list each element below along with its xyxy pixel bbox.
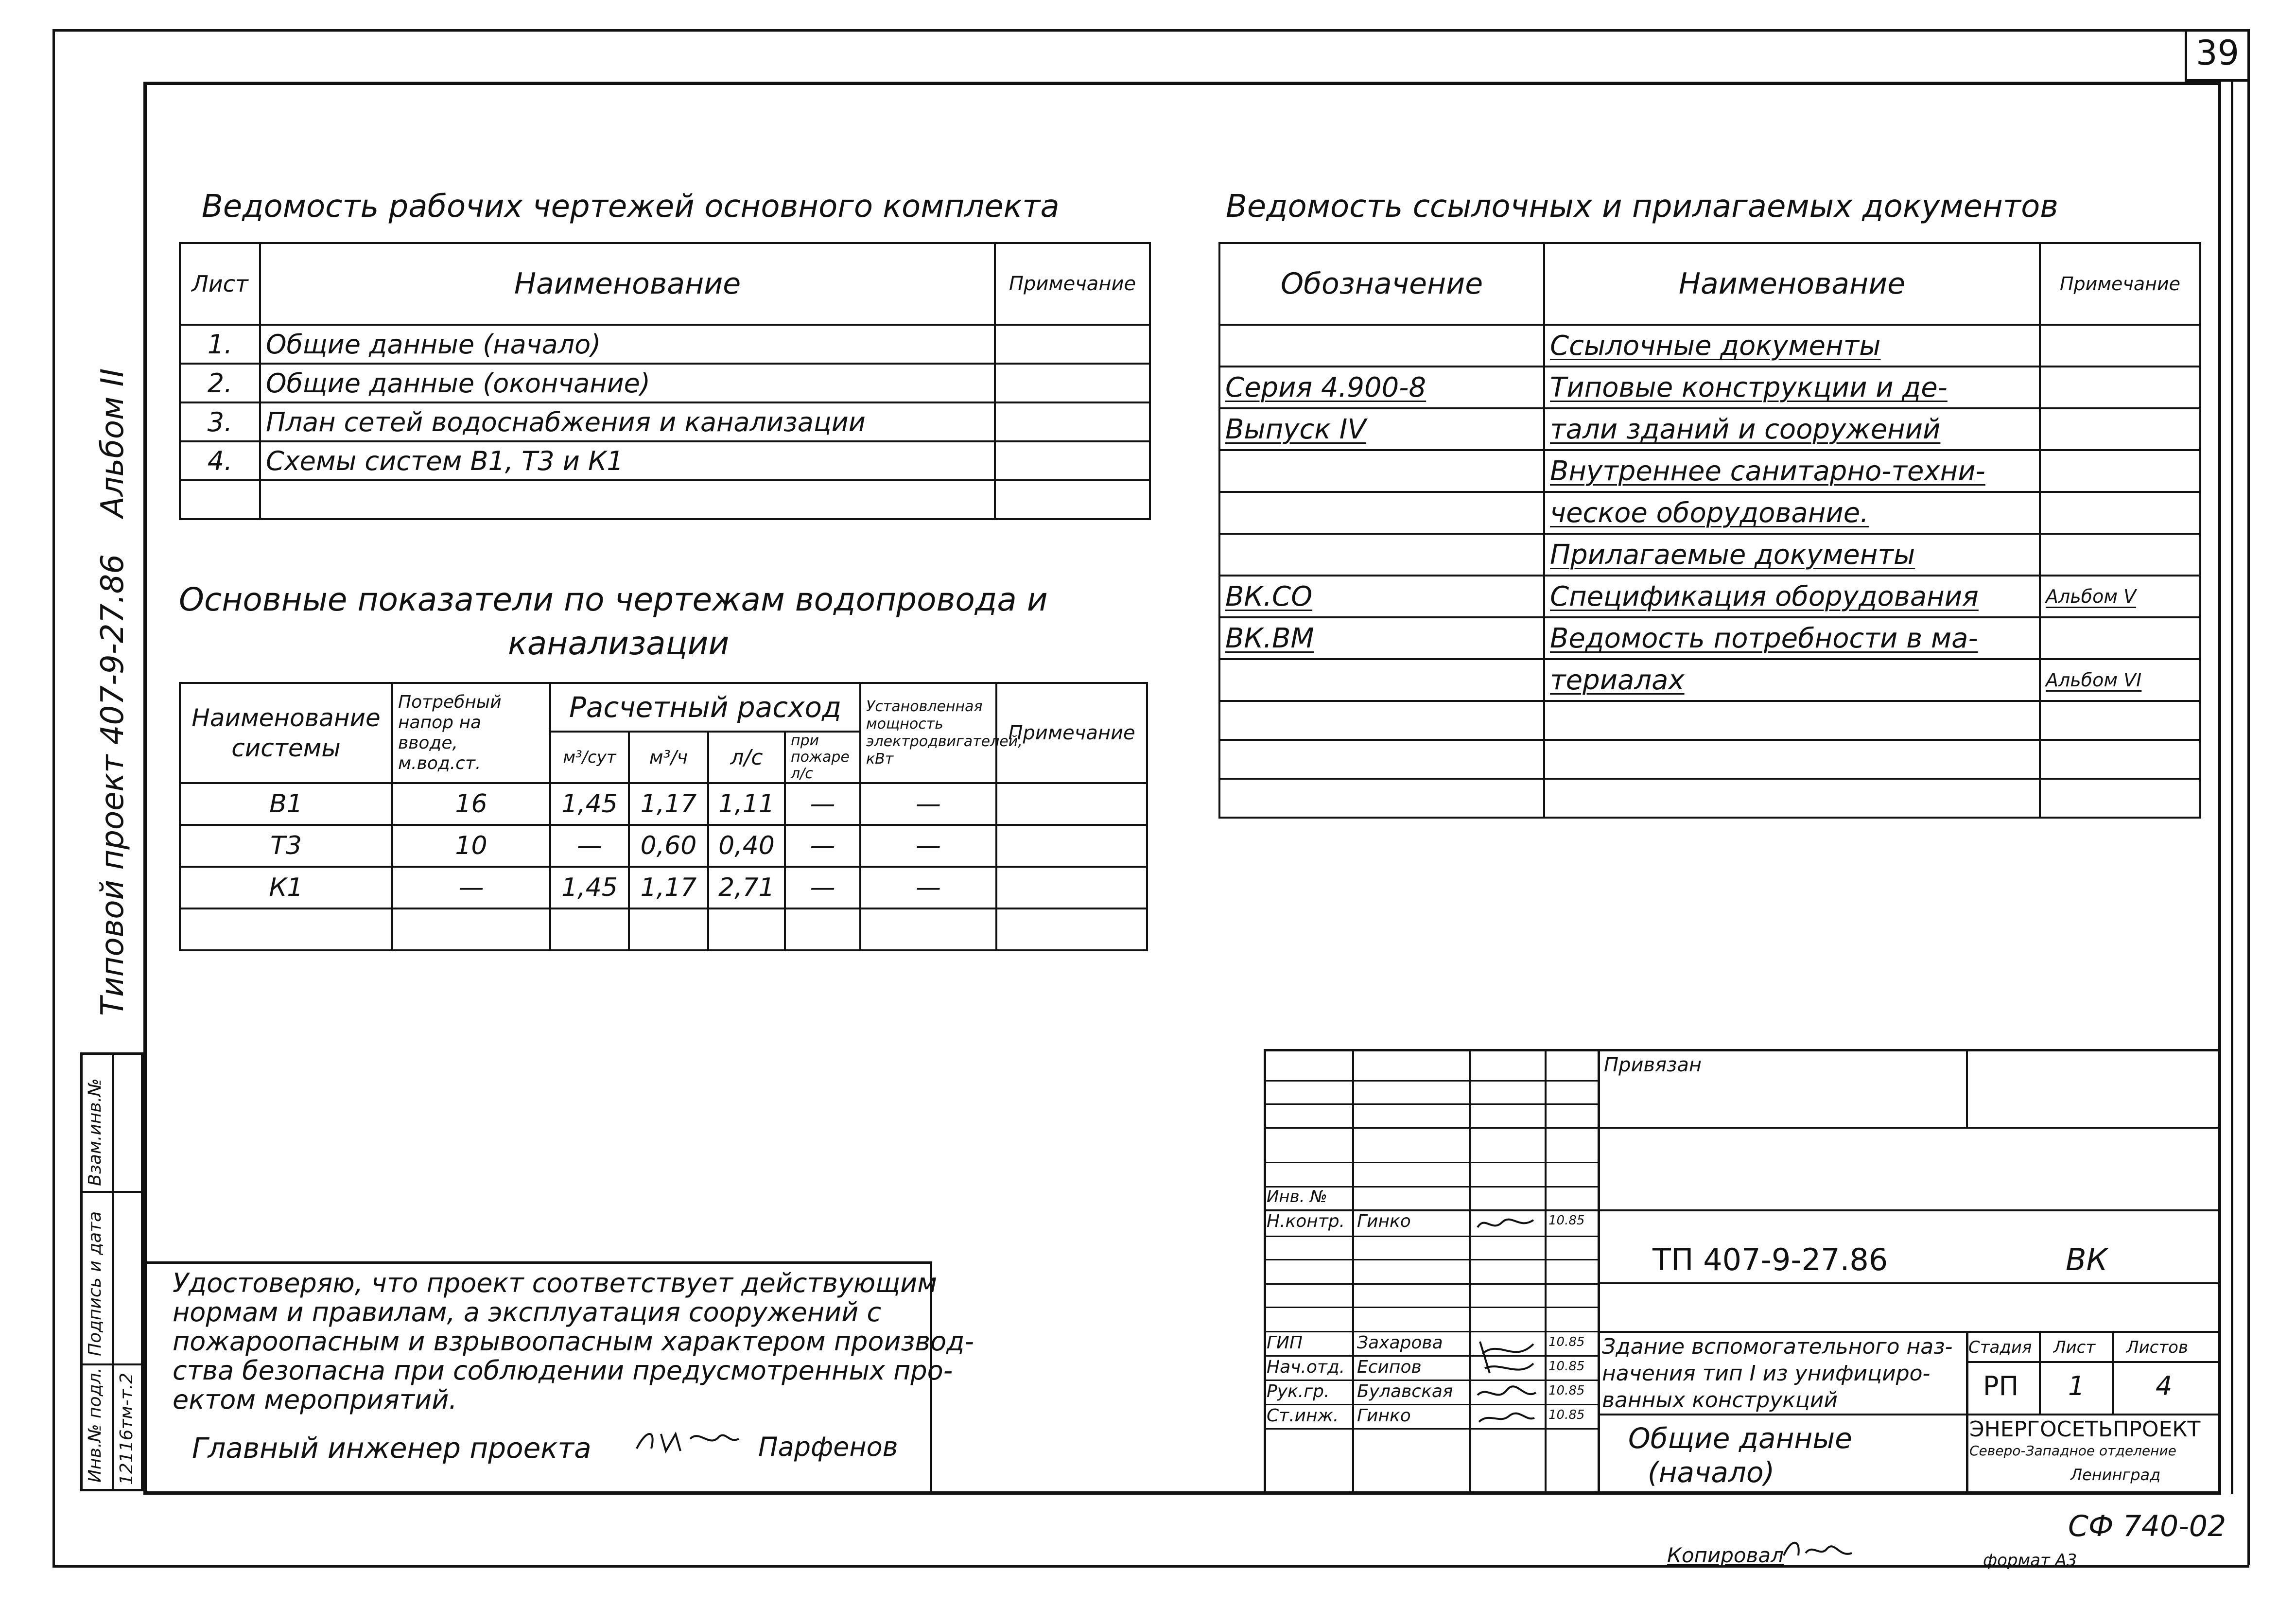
ls-flow-cell: 0,40 <box>708 825 785 867</box>
power-cell <box>860 908 996 950</box>
tb-stage-col-3 <box>2112 1331 2114 1414</box>
ref-note-cell: Альбом VI <box>2040 659 2200 701</box>
tb-building-2: начения тип I из унифициро- <box>1602 1361 1931 1386</box>
table-row <box>1219 659 2200 701</box>
ind-header-pressure: Потребный напор на вводе, м.вод.ст. <box>392 683 550 783</box>
tb-person-date: 10.85 <box>1548 1213 1585 1228</box>
table-row <box>1219 740 2200 779</box>
note-cell <box>996 825 1147 867</box>
table-row <box>180 908 1147 950</box>
tb-row <box>1264 1259 1599 1260</box>
ref-name-cell <box>1544 779 2040 818</box>
pressure-cell: 10 <box>392 825 550 867</box>
table-row <box>1219 534 2200 576</box>
ref-note-cell <box>2040 492 2200 534</box>
ind-header-flow: Расчетный расход <box>550 683 860 732</box>
ind-header-ls: л/с <box>708 732 785 783</box>
sheet-number-cell <box>180 480 260 519</box>
tb-signature-icon <box>1475 1213 1538 1235</box>
ref-name-cell: Внутреннее санитарно-техни- <box>1544 450 2040 492</box>
tb-signature-icon <box>1475 1334 1538 1380</box>
table-row <box>1219 779 2200 818</box>
system-cell: В1 <box>180 783 392 825</box>
sheet-note-cell <box>995 325 1150 364</box>
tb-org-1: ЭНЕРГОСЕТЬПРОЕКТ <box>1969 1417 2201 1442</box>
engineer-name: Парфенов <box>758 1432 898 1462</box>
sheet-name-cell: Схемы систем В1, Т3 и К1 <box>260 441 995 480</box>
ref-designation-cell: Серия 4.900-8 <box>1219 367 1544 408</box>
tb-col-4 <box>1598 1049 1600 1494</box>
sheets-list-table <box>179 242 1151 520</box>
table-row <box>1219 325 2200 367</box>
footer-format: формат А3 <box>1983 1551 2077 1570</box>
sheet-number-cell: 2. <box>180 364 260 402</box>
tb-person-date: 10.85 <box>1548 1335 1585 1349</box>
certification-line-1: Удостоверяю, что проект соответствует действующим <box>173 1268 937 1298</box>
ref-name-cell: тали зданий и сооружений <box>1544 408 2040 450</box>
tb-building-1: Здание вспомогательного наз- <box>1602 1334 1953 1359</box>
outer-frame-left <box>52 29 55 1565</box>
tb-person-date: 10.85 <box>1548 1408 1585 1422</box>
sheet-number: 39 <box>2195 33 2240 73</box>
note-cell <box>996 908 1147 950</box>
table-row <box>180 783 1147 825</box>
sheets-list-title: Ведомость рабочих чертежей основного комплекта <box>202 189 1060 225</box>
power-cell: — <box>860 783 996 825</box>
tb-attached-label: Привязан <box>1604 1054 1702 1076</box>
ref-name-cell: Ведомость потребности в ма- <box>1544 617 2040 659</box>
hour-flow-cell <box>629 908 708 950</box>
ref-name-cell: Спецификация оборудования <box>1544 576 2040 617</box>
tb-code: ТП 407-9-27.86 <box>1652 1242 1888 1277</box>
side-stamp-row1 <box>80 1191 143 1193</box>
tb-person-role: Ст.инж. <box>1267 1406 1339 1426</box>
ref-name-cell: Ссылочные документы <box>1544 325 2040 367</box>
tb-person-name: Захарова <box>1357 1333 1443 1353</box>
tb-row-main <box>1598 1331 2221 1333</box>
tb-signature-icon <box>1475 1383 1538 1405</box>
table-row <box>1219 701 2200 740</box>
indicators-table <box>179 682 1148 951</box>
sheet-number-cell: 4. <box>180 441 260 480</box>
fire-flow-cell: — <box>785 783 860 825</box>
certification-line-4: ства безопасна при соблюдении предусмотренных про- <box>173 1355 953 1386</box>
table-row <box>1219 617 2200 659</box>
ref-designation-cell <box>1219 534 1544 576</box>
table-row <box>180 825 1147 867</box>
sheet-name-cell: План сетей водоснабжения и канализации <box>260 402 995 441</box>
tb-person-name: Булавская <box>1357 1381 1453 1401</box>
ref-designation-cell <box>1219 450 1544 492</box>
tb-sheet-label: Лист <box>2053 1338 2096 1357</box>
refs-title: Ведомость ссылочных и прилагаемых документов <box>1226 189 2058 225</box>
sheet-name-cell: Общие данные (начало) <box>260 325 995 364</box>
tb-row <box>1264 1127 2221 1129</box>
tb-inv-no: Инв. № <box>1267 1187 1327 1206</box>
ref-note-cell <box>2040 701 2200 740</box>
refs-header-name: Наименование <box>1544 243 2040 325</box>
note-cell <box>996 783 1147 825</box>
tb-row <box>1264 1236 1599 1237</box>
ref-note-cell <box>2040 534 2200 576</box>
inner-frame-right-2 <box>2231 82 2233 1494</box>
ref-name-cell <box>1544 740 2040 779</box>
fire-flow-cell <box>785 908 860 950</box>
tb-stage-col-2 <box>2039 1331 2041 1414</box>
side-album-label: Альбом II <box>95 368 131 518</box>
ls-flow-cell: 2,71 <box>708 867 785 908</box>
table-row <box>180 325 1150 364</box>
system-cell: К1 <box>180 867 392 908</box>
ref-name-cell: ческое оборудование. <box>1544 492 2040 534</box>
ref-designation-cell <box>1219 659 1544 701</box>
certification-line-3: пожароопасным и взрывоопасным характером производ- <box>173 1326 974 1357</box>
ref-designation-cell: ВК.СО <box>1219 576 1544 617</box>
table-row <box>180 441 1150 480</box>
sheet-number-cell: 3. <box>180 402 260 441</box>
sheets-header-name: Наименование <box>260 243 995 325</box>
fire-flow-cell: — <box>785 867 860 908</box>
ref-name-cell: Типовые конструкции и де- <box>1544 367 2040 408</box>
tb-sheets: 4 <box>2156 1371 2173 1401</box>
day-flow-cell <box>550 908 629 950</box>
engineer-label: Главный инженер проекта <box>192 1432 591 1465</box>
tb-col-1 <box>1352 1049 1354 1494</box>
ind-header-power: Установленная мощность электродвигателей, кВт <box>860 683 996 783</box>
outer-frame-bottom <box>52 1565 2249 1568</box>
table-row <box>180 402 1150 441</box>
outer-frame-right <box>2247 29 2250 1565</box>
ref-note-cell <box>2040 325 2200 367</box>
refs-header-note: Примечание <box>2040 243 2200 325</box>
ref-note-cell <box>2040 779 2200 818</box>
footer-code: СФ 740-02 <box>2068 1509 2226 1543</box>
tb-row <box>1264 1355 1599 1357</box>
indicators-title-2: канализации <box>508 625 730 662</box>
ref-designation-cell <box>1219 740 1544 779</box>
ind-header-fire: при пожаре л/с <box>785 732 860 783</box>
sheet-note-cell <box>995 364 1150 402</box>
ind-header-name: Наименование системы <box>180 683 392 783</box>
tb-person-date: 10.85 <box>1548 1383 1585 1398</box>
ref-designation-cell <box>1219 779 1544 818</box>
tb-person-role: ГИП <box>1267 1333 1303 1353</box>
pressure-cell <box>392 908 550 950</box>
tb-stage-row <box>1966 1361 2221 1363</box>
side-stamp-divider <box>112 1052 114 1491</box>
ref-note-cell: Альбом V <box>2040 576 2200 617</box>
table-row <box>1219 576 2200 617</box>
sheet-note-cell <box>995 480 1150 519</box>
ref-note-cell <box>2040 408 2200 450</box>
tb-row-main <box>1598 1414 2221 1415</box>
sheet-name-cell <box>260 480 995 519</box>
ref-designation-cell: ВК.ВМ <box>1219 617 1544 659</box>
tb-col-3 <box>1545 1049 1547 1494</box>
hour-flow-cell: 1,17 <box>629 867 708 908</box>
sheet-note-cell <box>995 441 1150 480</box>
ind-header-note: Примечание <box>996 683 1147 783</box>
side-stamp-inv: Инв.№ подл. <box>85 1367 105 1483</box>
table-row <box>180 364 1150 402</box>
tb-org-2: Северо-Западное отделение <box>1969 1443 2176 1459</box>
ref-name-cell <box>1544 701 2040 740</box>
tb-row <box>1264 1428 1599 1430</box>
tb-row <box>1264 1103 1599 1105</box>
tb-person-role: Рук.гр. <box>1267 1381 1330 1401</box>
outer-frame-top <box>52 29 2249 32</box>
ind-header-hour: м³/ч <box>629 732 708 783</box>
ls-flow-cell: 1,11 <box>708 783 785 825</box>
refs-table <box>1218 242 2201 819</box>
tb-signature-icon <box>1475 1407 1538 1429</box>
tb-row <box>1598 1282 2221 1284</box>
tb-sheet-title-1: Общие данные <box>1628 1422 1852 1455</box>
system-cell <box>180 908 392 950</box>
tb-person-role: Н.контр. <box>1267 1211 1345 1231</box>
ref-designation-cell: Выпуск IV <box>1219 408 1544 450</box>
tb-col-attached <box>1966 1049 1968 1127</box>
table-row <box>1219 450 2200 492</box>
ref-note-cell <box>2040 740 2200 779</box>
ref-name-cell: Прилагаемые документы <box>1544 534 2040 576</box>
power-cell: — <box>860 867 996 908</box>
tb-sheet: 1 <box>2068 1371 2085 1401</box>
tb-col-2 <box>1469 1049 1471 1494</box>
hour-flow-cell: 0,60 <box>629 825 708 867</box>
refs-header-designation: Обозначение <box>1219 243 1544 325</box>
tb-person-role: Нач.отд. <box>1267 1357 1345 1377</box>
side-stamp-replace: Взам.инв.№ <box>85 1078 105 1186</box>
day-flow-cell: — <box>550 825 629 867</box>
ref-name-cell: териалах <box>1544 659 2040 701</box>
table-row <box>180 867 1147 908</box>
footer-copied: Копировал <box>1667 1543 1784 1567</box>
tb-row <box>1264 1380 1599 1381</box>
tb-row <box>1264 1162 1599 1163</box>
footer-copier-signature-icon <box>1779 1534 1857 1563</box>
ref-note-cell <box>2040 367 2200 408</box>
power-cell: — <box>860 825 996 867</box>
tb-mark: ВК <box>2066 1242 2108 1277</box>
ind-header-day: м³/сут <box>550 732 629 783</box>
sheet-name-cell: Общие данные (окончание) <box>260 364 995 402</box>
tb-sheet-title-2: (начало) <box>1648 1456 1775 1489</box>
tb-building-3: ванных конструкций <box>1602 1388 1838 1413</box>
day-flow-cell: 1,45 <box>550 867 629 908</box>
pressure-cell: — <box>392 867 550 908</box>
side-stamp-row2 <box>80 1363 143 1365</box>
tb-row <box>1264 1080 1599 1082</box>
ref-designation-cell <box>1219 701 1544 740</box>
table-row <box>1219 408 2200 450</box>
day-flow-cell: 1,45 <box>550 783 629 825</box>
fire-flow-cell: — <box>785 825 860 867</box>
certification-line-5: ектом мероприятий. <box>173 1384 457 1415</box>
tb-person-date: 10.85 <box>1548 1359 1585 1374</box>
note-cell <box>996 867 1147 908</box>
table-row <box>1219 367 2200 408</box>
tb-row <box>1264 1307 1599 1308</box>
tb-row <box>1264 1331 1599 1332</box>
inner-frame-top <box>143 82 2221 85</box>
ref-designation-cell <box>1219 492 1544 534</box>
tb-row <box>1264 1404 1599 1405</box>
sheets-header-sheet: Лист <box>180 243 260 325</box>
indicators-title-1: Основные показатели по чертежам водопровода и <box>179 581 1048 618</box>
ls-flow-cell <box>708 908 785 950</box>
tb-person-name: Есипов <box>1357 1357 1422 1377</box>
sheet-number-cell: 1. <box>180 325 260 364</box>
hour-flow-cell: 1,17 <box>629 783 708 825</box>
table-row <box>180 480 1150 519</box>
ref-designation-cell <box>1219 325 1544 367</box>
tb-sheets-label: Листов <box>2126 1338 2189 1357</box>
table-row <box>1219 492 2200 534</box>
engineer-signature-icon <box>632 1424 748 1458</box>
tb-stage: РП <box>1983 1371 2019 1401</box>
ref-note-cell <box>2040 617 2200 659</box>
pressure-cell: 16 <box>392 783 550 825</box>
side-stamp-signature: Подпись и дата <box>85 1211 105 1356</box>
ref-note-cell <box>2040 450 2200 492</box>
tb-org-3: Ленинград <box>2070 1466 2161 1484</box>
side-project-label: Типовой проект 407-9-27.86 <box>95 554 131 1016</box>
tb-stage-label: Стадия <box>1968 1338 2032 1357</box>
system-cell: Т3 <box>180 825 392 867</box>
sheet-note-cell <box>995 402 1150 441</box>
tb-person-name: Гинко <box>1357 1211 1411 1231</box>
tb-row <box>1264 1283 1599 1285</box>
certification-line-2: нормам и правилам, а эксплуатация сооружений с <box>173 1297 882 1328</box>
side-stamp-inv-value: 12116тм-т.2 <box>117 1373 137 1485</box>
tb-person-name: Гинко <box>1357 1406 1411 1426</box>
sheets-header-note: Примечание <box>995 243 1150 325</box>
